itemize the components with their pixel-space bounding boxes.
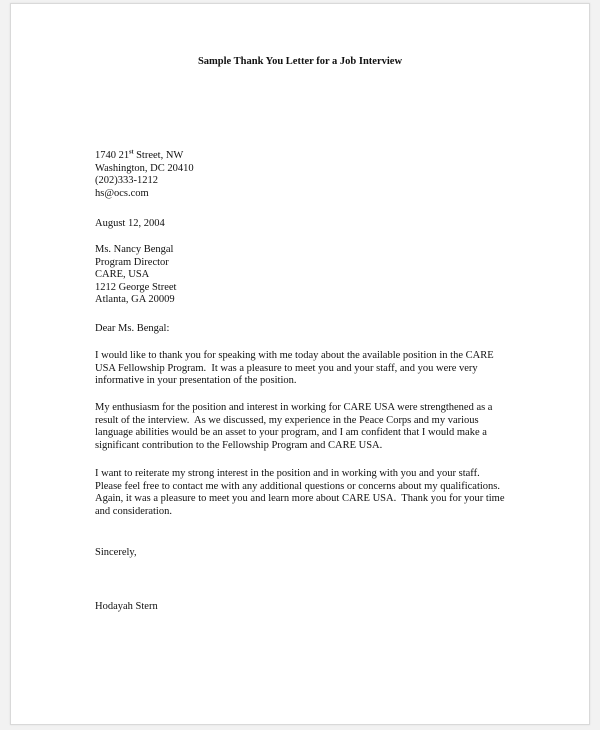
sender-street: 1740 21st Street, NW bbox=[95, 149, 184, 161]
paragraph-2: My enthusiasm for the position and interest in working for CARE USA were strengthened as a result of the interview. As we discussed, my experience in the Peace Corps and my various language abilities would be an asset to your program, and I am confident that I would make a significant contribution to the Fellowship Program and CARE USA. bbox=[95, 402, 493, 451]
sender-city: Washington, DC 20410 bbox=[95, 162, 194, 174]
salutation: Dear Ms. Bengal: bbox=[95, 323, 170, 334]
recipient-title: Program Director bbox=[95, 256, 169, 268]
paragraph-1: I would like to thank you for speaking with me today about the available position in the CARE USA Fellowship Program. It was a pleasure to meet you and your staff, and you were very informative in your presentation of the position. bbox=[95, 350, 494, 386]
recipient-name: Ms. Nancy Bengal bbox=[95, 244, 174, 255]
sender-phone: (202)333-1212 bbox=[95, 175, 158, 186]
paragraph-3: I want to reiterate my strong interest in the position and in working with you and your staff. Please feel free to contact me with any additional questions or concerns about my qualifications. Again, it was a pleasure to meet you and learn more about CARE USA. Thank you for your time and consideration. bbox=[95, 468, 505, 517]
sender-address bbox=[95, 150, 194, 200]
document-title: Sample Thank You Letter for a Job Interview bbox=[197, 56, 403, 67]
signature: Hodayah Stern bbox=[95, 601, 158, 612]
recipient-city: Atlanta, GA 20009 bbox=[95, 294, 175, 305]
recipient-address bbox=[95, 244, 176, 307]
document-page bbox=[10, 3, 590, 725]
recipient-street: 1212 George Street bbox=[95, 281, 177, 293]
recipient-org: CARE, USA bbox=[95, 269, 150, 280]
sender-email: hs@ocs.com bbox=[95, 187, 149, 199]
closing: Sincerely, bbox=[95, 547, 137, 558]
letter-date: August 12, 2004 bbox=[95, 218, 165, 229]
